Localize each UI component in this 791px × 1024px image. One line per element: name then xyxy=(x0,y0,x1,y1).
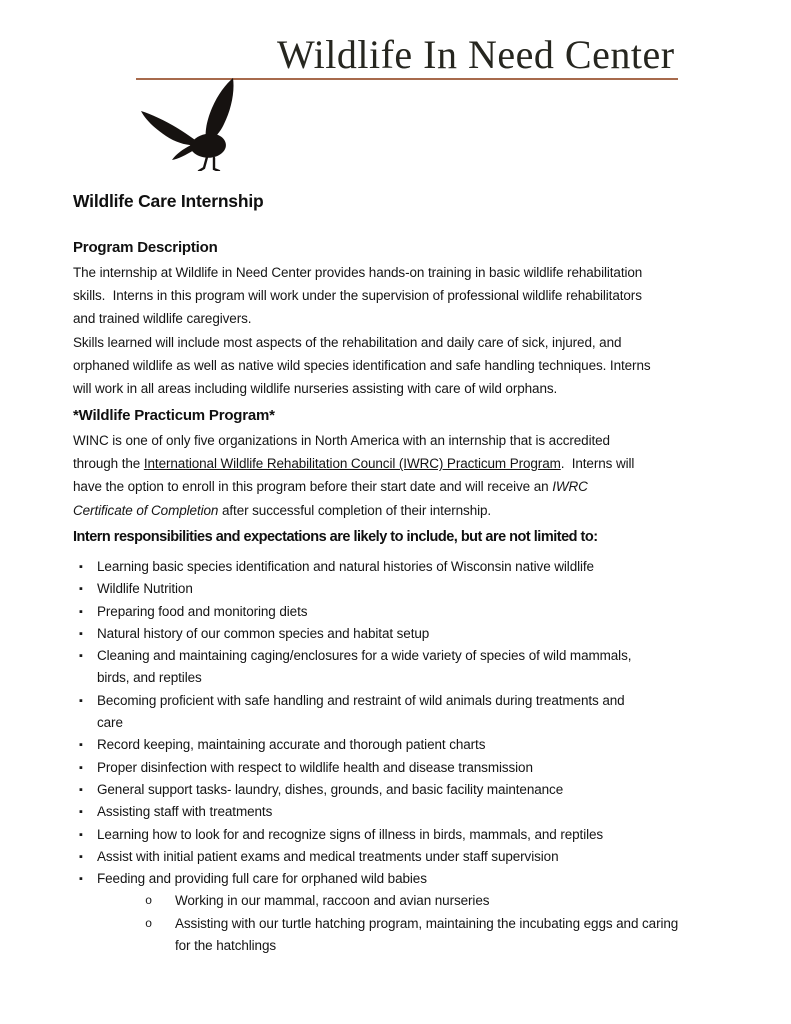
sub-list-item xyxy=(97,890,753,912)
square-bullet-icon: ▪ xyxy=(79,650,83,663)
list-item xyxy=(73,734,753,756)
responsibilities-heading: Intern responsibilities and expectations are likely to include, but are not limited to: xyxy=(73,529,598,545)
list-item xyxy=(73,846,753,868)
square-bullet-icon: ▪ xyxy=(79,561,83,573)
text-line: orphaned wildlife as well as native wild species identification and safe handling techniques. Interns xyxy=(73,357,651,373)
list-item xyxy=(73,690,753,735)
square-bullet-icon: ▪ xyxy=(79,850,83,863)
text-line: birds, and reptiles xyxy=(97,670,202,686)
text-line: will work in all areas including wildlife nurseries assisting with care of wild orphans. xyxy=(73,381,558,397)
text-line: for the hatchlings xyxy=(175,938,277,954)
practicum-program-heading: *Wildlife Practicum Program* xyxy=(73,407,275,424)
document-title: Wildlife Care Internship xyxy=(73,191,264,211)
list-item xyxy=(73,779,753,801)
text-line xyxy=(73,452,634,475)
iwrc-practicum-link[interactable]: International Wildlife Rehabilitation Council (IWRC) Practicum Program xyxy=(143,456,561,472)
circle-bullet-icon: o xyxy=(145,916,153,931)
org-name: Wildlife In Need Center xyxy=(277,32,675,77)
text-line: Cleaning and maintaining caging/enclosures for a wide variety of species of wild mammals, xyxy=(97,648,632,664)
text-span: . Interns will xyxy=(560,456,635,472)
text-line xyxy=(73,475,634,498)
text-span: after successful completion of their internship. xyxy=(218,502,492,518)
bird-icon xyxy=(134,76,264,171)
text-line: Proper disinfection with respect to wildlife health and disease transmission xyxy=(97,759,533,775)
list-item xyxy=(73,801,753,823)
program-description-heading: Program Description xyxy=(73,239,218,256)
text-line: and trained wildlife caregivers. xyxy=(73,311,252,327)
text-line: The internship at Wildlife in Need Center provides hands-on training in basic wildlife rehabilitation xyxy=(73,265,643,280)
square-bullet-icon: ▪ xyxy=(79,694,83,707)
text-line: skills. Interns in this program will work under the supervision of professional wildlife rehabilitators xyxy=(73,288,642,304)
orphan-care-sub-list xyxy=(97,890,753,957)
list-item xyxy=(73,645,753,690)
list-item xyxy=(73,623,753,645)
text-line: Working in our mammal, raccoon and avian nurseries xyxy=(175,893,490,909)
square-bullet-icon: ▪ xyxy=(79,605,83,618)
square-bullet-icon: ▪ xyxy=(79,783,83,796)
text-span: through the xyxy=(73,456,144,472)
square-bullet-icon: ▪ xyxy=(79,583,83,596)
square-bullet-icon: ▪ xyxy=(79,873,83,886)
sub-list-item xyxy=(97,913,753,958)
square-bullet-icon: ▪ xyxy=(79,761,83,774)
practicum-paragraph xyxy=(73,429,634,522)
text-line: Learning how to look for and recognize signs of illness in birds, mammals, and reptiles xyxy=(97,826,604,842)
sun-icon xyxy=(156,33,216,79)
iwrc-certificate-italic: Certificate of Completion xyxy=(73,502,219,518)
square-bullet-icon: ▪ xyxy=(79,828,83,841)
text-line: Skills learned will include most aspects of the rehabilitation and daily care of sick, injured, and xyxy=(73,334,622,350)
list-item xyxy=(73,824,753,846)
square-bullet-icon: ▪ xyxy=(79,627,83,640)
text-line: Feeding and providing full care for orphaned wild babies xyxy=(97,871,427,887)
square-bullet-icon: ▪ xyxy=(79,806,83,819)
square-bullet-icon: ▪ xyxy=(79,739,83,752)
list-item xyxy=(73,757,753,779)
list-item xyxy=(73,578,753,600)
text-line: General support tasks- laundry, dishes, grounds, and basic facility maintenance xyxy=(97,781,564,797)
text-line: Learning basic species identification and natural histories of Wisconsin native wildlife xyxy=(97,559,594,574)
text-line: Assisting with our turtle hatching program, maintaining the incubating eggs and caring xyxy=(175,915,679,931)
responsibilities-list xyxy=(73,556,753,957)
text-line: Preparing food and monitoring diets xyxy=(97,603,308,619)
text-line: Assisting staff with treatments xyxy=(97,804,273,820)
list-item xyxy=(73,868,753,957)
text-line: Wildlife Nutrition xyxy=(97,581,193,597)
text-line: care xyxy=(97,715,123,731)
iwrc-certificate-italic: IWRC xyxy=(552,479,588,495)
program-description-paragraph xyxy=(73,261,651,400)
circle-bullet-icon: o xyxy=(145,894,153,909)
list-item xyxy=(73,556,753,578)
text-line: Natural history of our common species and habitat setup xyxy=(97,625,430,641)
text-span: have the option to enroll in this program before their start date and will receive an xyxy=(73,479,553,495)
text-line: Assist with initial patient exams and medical treatments under staff supervision xyxy=(97,848,559,864)
text-line: WINC is one of only five organizations in North America with an internship that is accredited xyxy=(73,433,610,448)
text-line: Becoming proficient with safe handling and restraint of wild animals during treatments and xyxy=(97,692,625,708)
sun-circle xyxy=(157,35,215,79)
text-line: Record keeping, maintaining accurate and thorough patient charts xyxy=(97,737,486,753)
list-item xyxy=(73,601,753,623)
text-line xyxy=(73,499,634,522)
